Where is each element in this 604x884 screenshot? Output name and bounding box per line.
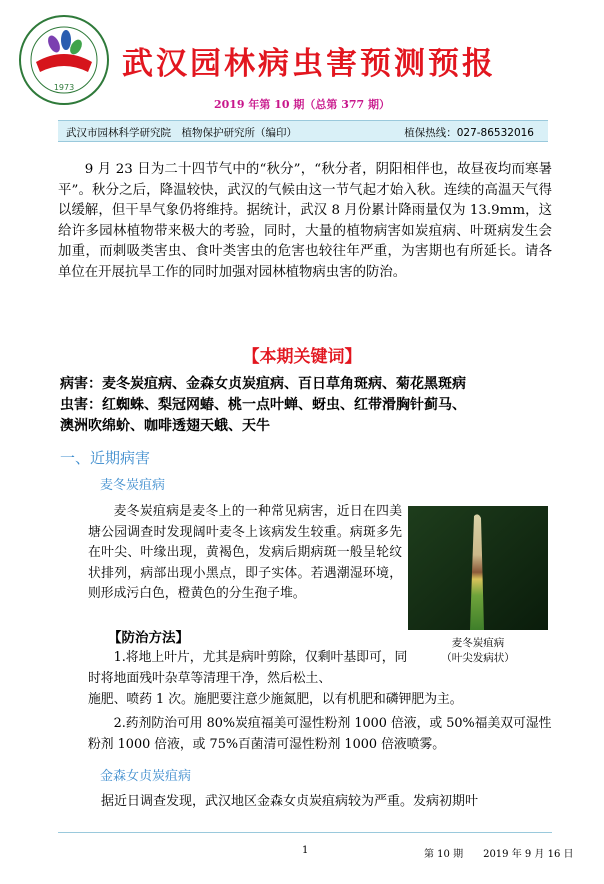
control-methods-heading: 【防治方法】 xyxy=(108,630,189,646)
section-heading: 一、近期病害 xyxy=(60,449,151,467)
intro-paragraph: 9 月 23 日为二十四节气中的“秋分”，“秋分者，阴阳相伴也，故昼夜均而寒暑平”。秋分之后，降温较快，武汉的气候由这一节气起才始入秋。连续的高温天气得以缓解，但干旱气象仍将维持。据统计，武汉 8 月份累计降雨量仅为 13.9mm，这给许多园林植物带来极大的考验，同时，大量的植物病害如炭疽病、叶斑病发生会加重，而刺吸类害虫、食叶类害虫的危害也较往年严重，为害期也有所延长。请各单位在开展抗旱工作的同时加强对园林植物病虫害的防治。 xyxy=(58,162,552,280)
ophiopogon-description: 麦冬炭疽病是麦冬上的一种常见病害，近日在四美塘公园调查时发现阔叶麦冬上该病发生较重。病斑多先在叶尖、叶缘出现，黄褐色，发病后期病斑一般呈轮纹状排列，病部出现小黑点，即子实体。若遇潮湿环境，则形成污白色，橙黄色的分生孢子堆。 xyxy=(88,504,402,601)
photo-caption-line1: 麦冬炭疽病 xyxy=(451,637,505,649)
photo-caption-line2: （叶尖发病状） xyxy=(441,652,515,664)
control-method-2: 2.药剂防治可用 80%炭疽福美可湿性粉剂 1000 倍液，或 50%福美双可湿性粉剂 1000 倍液，或 75%百菌清可湿性粉剂 1000 倍液喷雾。 xyxy=(88,716,552,752)
footer-divider xyxy=(58,832,552,833)
institute-logo xyxy=(18,14,110,106)
photo-caption xyxy=(408,636,548,666)
subheading-ophiopogon: 麦冬炭疽病 xyxy=(100,478,166,493)
leaf-photo xyxy=(408,506,548,630)
issue-number: 2019 年第 10 期（总第 377 期） xyxy=(213,98,391,111)
keywords-diseases: 病害：麦冬炭疽病、金森女贞炭疽病、百日草角斑病、菊花黑斑病 xyxy=(60,376,466,392)
ligustrum-description: 据近日调查发现，武汉地区金森女贞炭疽病较为严重。发病初期叶 xyxy=(101,794,479,809)
page-number: 1 xyxy=(302,845,309,856)
svg-text:1973: 1973 xyxy=(53,83,75,92)
footer-issue-date: 第 10 期 2019 年 9 月 16 日 xyxy=(424,849,574,860)
subheading-ligustrum: 金森女贞炭疽病 xyxy=(100,769,192,784)
keywords-title: 【本期关键词】 xyxy=(242,347,362,367)
control-method-1: 1.将地上叶片，尤其是病叶剪除，仅剩叶基即可，同时将地面残叶杂草等清理干净，然后松土、 xyxy=(88,650,408,686)
keywords-pests: 虫害：红蜘蛛、梨冠网蝽、桃一点叶蝉、蚜虫、红带滑胸针蓟马、 xyxy=(60,397,466,413)
info-bar xyxy=(58,120,548,142)
hotline: 植保热线：027-86532016 xyxy=(404,127,534,139)
newsletter-title: 武汉园林病虫害预测预报 xyxy=(122,46,496,82)
publisher-org: 武汉市园林科学研究院 植物保护研究所（编印） xyxy=(66,127,297,139)
control-method-1-cont: 施肥、喷药 1 次。施肥要注意少施氮肥，以有机肥和磷钾肥为主。 xyxy=(88,692,463,707)
keywords-pests-cont: 澳洲吹绵蚧、咖啡透翅天蛾、天牛 xyxy=(60,418,270,434)
page-header xyxy=(0,0,604,120)
